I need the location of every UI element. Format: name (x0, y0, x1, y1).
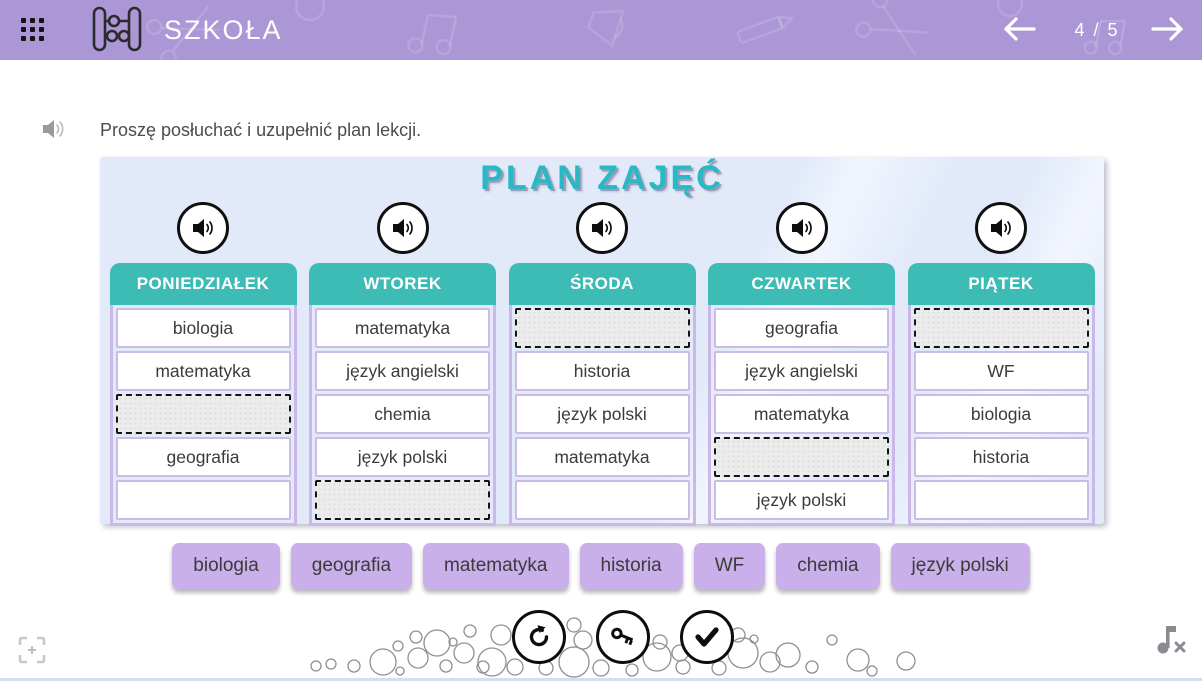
lesson-cell: biologia (914, 394, 1089, 434)
lesson-cell: geografia (116, 437, 291, 477)
lesson-cell: matematyka (515, 437, 690, 477)
lesson-cell: język angielski (714, 351, 889, 391)
word-chip[interactable]: WF (694, 543, 766, 589)
word-chip[interactable]: matematyka (423, 543, 568, 589)
day-body (509, 305, 696, 526)
lesson-cell: język polski (315, 437, 490, 477)
lesson-cell: WF (914, 351, 1089, 391)
left-arrow-icon (1001, 15, 1037, 43)
word-chip[interactable]: geografia (291, 543, 412, 589)
lesson-cell: matematyka (315, 308, 490, 348)
word-chip[interactable]: język polski (891, 543, 1030, 589)
board-title: PLAN ZAJĘĆ (480, 159, 724, 197)
day-column (708, 202, 895, 526)
day-audio-button[interactable] (377, 202, 429, 254)
lesson-cell: biologia (116, 308, 291, 348)
lesson-cell: język polski (714, 480, 889, 520)
day-audio-button[interactable] (776, 202, 828, 254)
day-body (309, 305, 496, 526)
word-chip[interactable]: historia (580, 543, 683, 589)
speaker-icon (588, 214, 616, 242)
music-toggle-button[interactable] (1150, 618, 1192, 663)
prev-page-button[interactable] (1001, 15, 1037, 46)
lesson-cell: język angielski (315, 351, 490, 391)
lesson-cell: chemia (315, 394, 490, 434)
key-icon (608, 622, 638, 652)
day-column (908, 202, 1095, 526)
day-body (110, 305, 297, 526)
day-column (110, 202, 297, 526)
lesson-cell: geografia (714, 308, 889, 348)
right-arrow-icon (1150, 15, 1186, 43)
grid-menu-icon[interactable] (21, 18, 46, 43)
speaker-icon (189, 214, 217, 242)
instruction-audio-button[interactable] (40, 116, 66, 145)
speaker-icon (389, 214, 417, 242)
lesson-cell: język polski (515, 394, 690, 434)
day-body (708, 305, 895, 526)
empty-drop-slot[interactable] (116, 394, 291, 434)
day-audio-button[interactable] (576, 202, 628, 254)
fullscreen-button[interactable] (16, 634, 48, 669)
word-bank (0, 543, 1202, 589)
lesson-cell: matematyka (714, 394, 889, 434)
empty-drop-slot[interactable] (914, 308, 1089, 348)
instruction-text: Proszę posłuchać i uzupełnić plan lekcji. (100, 120, 422, 140)
lesson-cell: historia (914, 437, 1089, 477)
lesson-cell: historia (515, 351, 690, 391)
empty-drop-slot[interactable] (315, 480, 490, 520)
music-muted-icon (1150, 618, 1192, 660)
speaker-icon (40, 116, 66, 142)
check-icon (692, 622, 722, 652)
page-counter: 4 / 5 (1074, 20, 1120, 40)
fullscreen-icon (16, 634, 48, 666)
day-audio-button[interactable] (177, 202, 229, 254)
lesson-cell: matematyka (116, 351, 291, 391)
show-answers-button[interactable] (596, 610, 650, 664)
day-header: PONIEDZIAŁEK (110, 263, 297, 305)
day-columns (100, 202, 1104, 526)
day-column (509, 202, 696, 526)
reset-icon (524, 622, 554, 652)
word-chip[interactable]: biologia (172, 543, 280, 589)
day-audio-button[interactable] (975, 202, 1027, 254)
speaker-icon (987, 214, 1015, 242)
day-header: WTOREK (309, 263, 496, 305)
empty-drop-slot[interactable] (515, 308, 690, 348)
day-header: ŚRODA (509, 263, 696, 305)
word-chip[interactable]: chemia (776, 543, 879, 589)
empty-cell (116, 480, 291, 520)
plan-board (100, 157, 1104, 524)
empty-cell (515, 480, 690, 520)
app-title: SZKOŁA (164, 15, 283, 45)
abacus-logo[interactable] (86, 5, 148, 55)
day-header: CZWARTEK (708, 263, 895, 305)
day-column (309, 202, 496, 526)
next-page-button[interactable] (1150, 15, 1186, 46)
speaker-icon (788, 214, 816, 242)
top-bar (0, 0, 1202, 60)
empty-cell (914, 480, 1089, 520)
day-header: PIĄTEK (908, 263, 1095, 305)
empty-drop-slot[interactable] (714, 437, 889, 477)
day-body (908, 305, 1095, 526)
reset-button[interactable] (512, 610, 566, 664)
check-button[interactable] (680, 610, 734, 664)
